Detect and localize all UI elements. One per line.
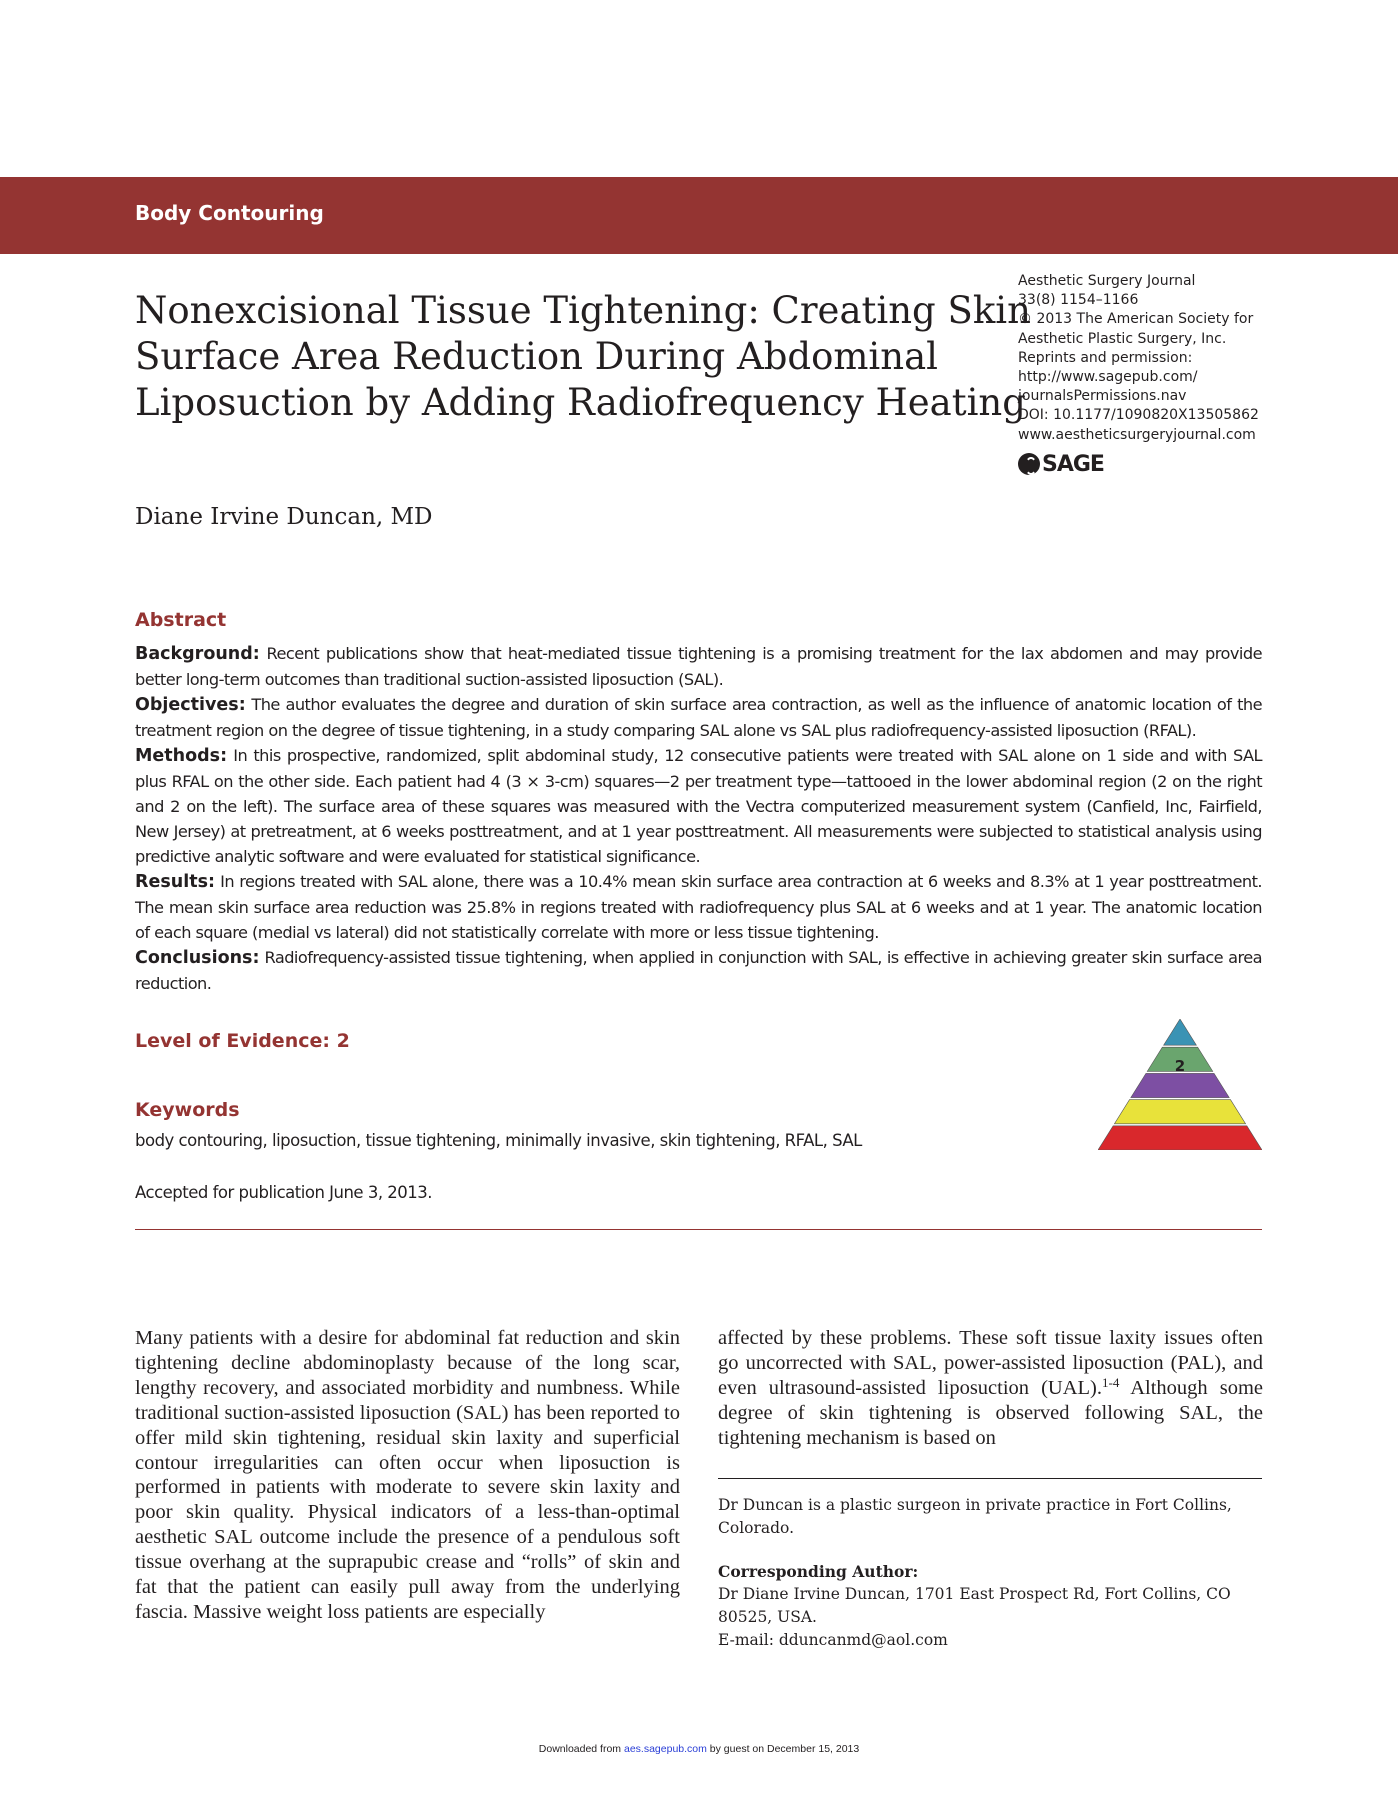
corresponding-email[interactable]: E-mail: dduncanmd@aol.com — [718, 1631, 948, 1649]
abstract-label: Objectives: — [135, 695, 246, 715]
abstract-methods — [135, 743, 1262, 869]
abstract-body — [135, 641, 1262, 996]
download-footer — [0, 1743, 1398, 1755]
accepted-date: Accepted for publication June 3, 2013. — [135, 1183, 433, 1202]
title-line: Liposuction by Adding Radiofrequency Heating — [135, 381, 1026, 424]
keywords-list: body contouring, liposuction, tissue tightening, minimally invasive, skin tightening, RFAL, SAL — [135, 1131, 862, 1150]
affiliation-text: Dr Duncan is a plastic surgeon in private practice in Fort Collins, Colorado. — [718, 1496, 1232, 1537]
pyramid-tier — [1164, 1019, 1197, 1045]
pyramid-tier — [1114, 1100, 1245, 1124]
affiliation-note — [718, 1494, 1262, 1540]
abstract-label: Background: — [135, 644, 260, 664]
article-title — [135, 288, 1031, 426]
sage-logo — [1018, 451, 1104, 477]
pyramid-tier — [1131, 1073, 1229, 1097]
body-paragraph — [718, 1326, 1263, 1451]
section-label: Body Contouring — [135, 201, 324, 225]
corresponding-address-2: 80525, USA. — [718, 1608, 817, 1626]
body-column-right — [718, 1326, 1263, 1451]
journal-info — [1018, 272, 1278, 445]
journal-reprints: Reprints and permission: — [1018, 349, 1193, 366]
abstract-label: Results: — [135, 872, 215, 892]
title-line: Nonexcisional Tissue Tightening: Creating Skin — [135, 289, 1031, 332]
section-divider — [135, 1229, 1262, 1230]
body-paragraph: Many patients with a desire for abdominal fat reduction and skin tightening decline abdominoplasty because of the long scar, lengthy recovery, and associated morbidity and numbness. While traditional suction-assisted liposuction (SAL) has been reported to offer mild skin tightening, residual skin laxity and superficial contour irregularities can often occur when liposuction is performed in patients with moderate to severe skin laxity and poor skin quality. Physical indicators of a less-than-optimal aesthetic SAL outcome include the presence of a pendulous soft tissue overhang at the suprapubic crease and “rolls” of skin and fat that the patient can easily pull away from the underlying fascia. Massive weight loss patients are especially — [135, 1327, 680, 1623]
pyramid-tier — [1098, 1126, 1262, 1150]
abstract-background — [135, 641, 1262, 692]
title-line: Surface Area Reduction During Abdominal — [135, 335, 938, 378]
pyramid-level-label: 2 — [1174, 1057, 1186, 1075]
journal-website[interactable]: www.aestheticsurgeryjournal.com — [1018, 426, 1256, 443]
abstract-label: Methods: — [135, 746, 228, 766]
journal-doi: DOI: 10.1177/1090820X13505862 — [1018, 407, 1259, 424]
footer-text: Downloaded from — [538, 1743, 622, 1755]
evidence-pyramid — [1098, 1019, 1262, 1150]
abstract-label: Conclusions: — [135, 948, 260, 968]
journal-reprints-url[interactable]: http://www.sagepub.com/ — [1018, 369, 1198, 386]
journal-reprints-path[interactable]: journalsPermissions.nav — [1018, 388, 1187, 405]
abstract-heading: Abstract — [135, 609, 227, 631]
keywords-heading: Keywords — [135, 1099, 240, 1121]
journal-copyright-2: Aesthetic Plastic Surgery, Inc. — [1018, 330, 1227, 347]
body-text: affected by these problems. These soft tissue laxity issues often go uncorrected with SAL, power-assisted liposuction (PAL), and even ultrasound-assisted liposuction (UAL). — [718, 1327, 1263, 1399]
body-text: Although some degree of skin tightening is observed following SAL, the tightening mechanism is based on — [718, 1376, 1263, 1449]
footer-link[interactable]: aes.sagepub.com — [623, 1743, 707, 1755]
abstract-text: Radiofrequency-assisted tissue tightening, when applied in conjunction with SAL, is effective in achieving greater skin surface area reduction. — [135, 948, 1262, 993]
footnote-divider — [718, 1478, 1262, 1479]
journal-copyright: © 2013 The American Society for — [1018, 311, 1254, 328]
sage-logo-text: SAGE — [1042, 451, 1104, 477]
sage-logo-icon — [1018, 453, 1040, 475]
evidence-heading: Level of Evidence: 2 — [135, 1030, 350, 1052]
abstract-text: The author evaluates the degree and duration of skin surface area contraction, as well as the influence of anatomic location of the treatment region on the degree of tissue tightening, in a study comparing SAL alone vs SAL plus radiofrequency-assisted liposuction (RFAL). — [135, 695, 1262, 740]
abstract-text: In regions treated with SAL alone, there was a 10.4% mean skin surface area contraction at 6 weeks and 8.3% at 1 year posttreatment. The mean skin surface area reduction was 25.8% in regions treated with radiofrequency plus SAL at 6 weeks and at 1 year. The anatomic location of each square (medial vs lateral) did not statistically correlate with more or less tissue tightening. — [135, 872, 1262, 942]
abstract-text: In this prospective, randomized, split abdominal study, 12 consecutive patients were treated with SAL alone on 1 side and with SAL plus RFAL on the other side. Each patient had 4 (3 × 3-cm) squares—2 per treatment type—tattooed in the lower abdominal region (2 on the right and 2 on the left). The surface area of these squares was measured with the Vectra computerized measurement system (Canfield, Inc, Fairfield, New Jersey) at pretreatment, at 6 weeks posttreatment, and at 1 year posttreatment. All measurements were subjected to statistical analysis using predictive analytic software and were evaluated for statistical significance. — [135, 746, 1262, 866]
abstract-results — [135, 869, 1262, 945]
footer-text: by guest on December 15, 2013 — [709, 1743, 860, 1755]
corresponding-heading: Corresponding Author: — [718, 1562, 919, 1581]
abstract-conclusions — [135, 945, 1262, 996]
abstract-text: Recent publications show that heat-mediated tissue tightening is a promising treatment for the lax abdomen and may provide better long-term outcomes than traditional suction-assisted liposuction (SAL). — [135, 644, 1262, 689]
journal-volume: 33(8) 1154–1166 — [1018, 292, 1139, 309]
body-column-left — [135, 1326, 680, 1625]
section-band — [0, 177, 1398, 254]
corresponding-author — [718, 1560, 1262, 1652]
journal-name: Aesthetic Surgery Journal — [1018, 273, 1196, 289]
author-name: Diane Irvine Duncan, MD — [135, 504, 433, 530]
corresponding-address: Dr Diane Irvine Duncan, 1701 East Prospect Rd, Fort Collins, CO — [718, 1585, 1231, 1603]
reference-superscript[interactable]: 1-4 — [1101, 1374, 1120, 1390]
abstract-objectives — [135, 692, 1262, 743]
